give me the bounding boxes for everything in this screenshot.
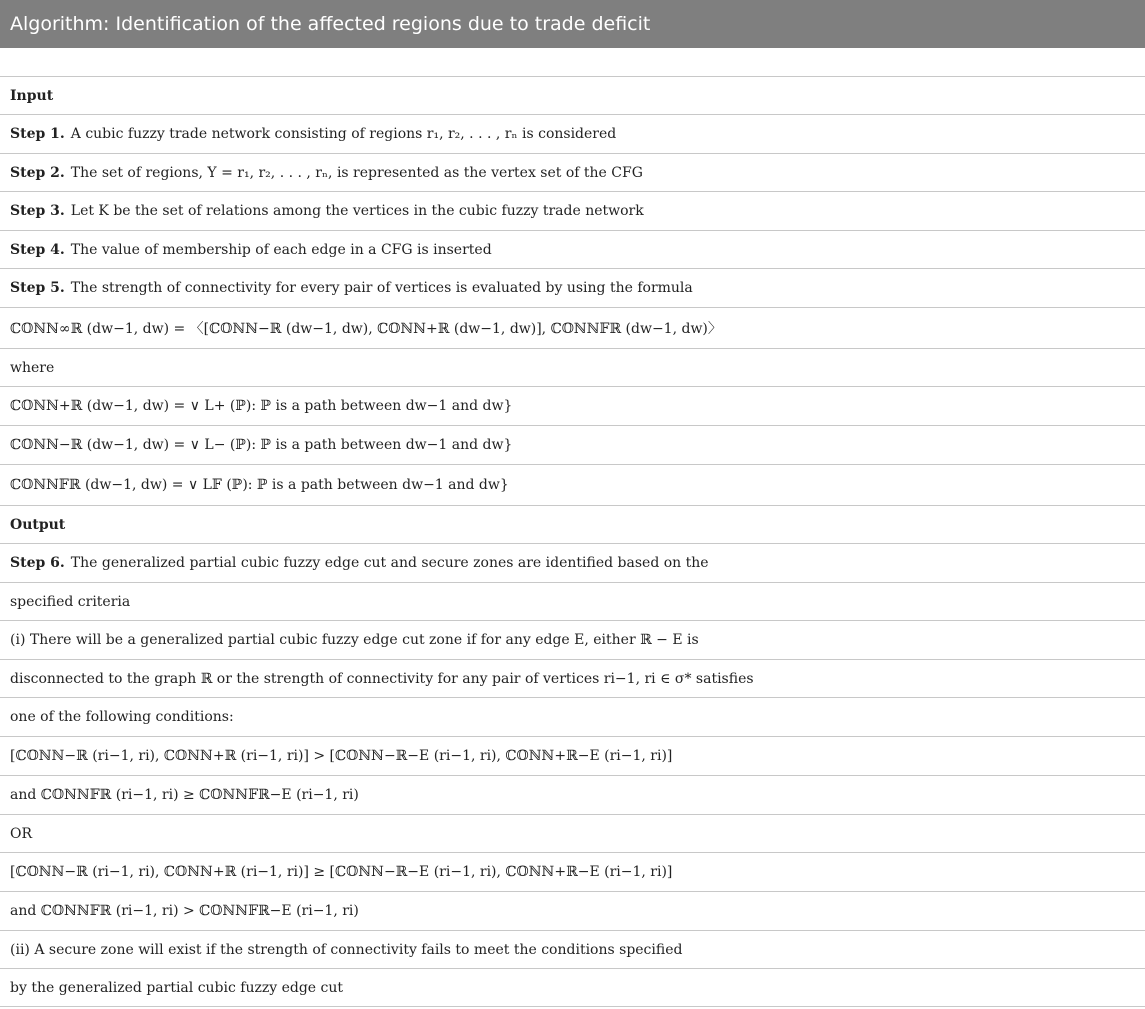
step-label: Step 5. [10,280,65,296]
formula-text: and ℂ𝕆ℕℕ𝔽ℝ (ri−1, ri) ≥ ℂ𝕆ℕℕ𝔽ℝ−E (ri−1, ri) [10,787,359,803]
row-text: disconnected to the graph ℝ or the strength of connectivity for any pair of vertices ri−1, ri ∈ σ* satisfies [10,670,754,687]
formula-row [0,426,1145,465]
text-row [0,931,1145,969]
section-output [0,506,1145,544]
step-4-row [0,231,1145,269]
step-3-row [0,192,1145,231]
step-label: Step 6. [10,555,65,571]
row-text: (ii) A secure zone will exist if the strength of connectivity fails to meet the conditions specified [10,941,683,958]
row-text: Output [10,516,66,533]
row-text: where [10,359,55,376]
step-6-row [0,544,1145,583]
formula-text: [ℂ𝕆ℕℕ−ℝ (ri−1, ri), ℂ𝕆ℕℕ+ℝ (ri−1, ri)] > [ℂ𝕆ℕℕ−ℝ−E (ri−1, ri), ℂ𝕆ℕℕ+ℝ−E (ri−1, ri)] [10,748,673,764]
text-row [0,660,1145,698]
formula-text: ℂ𝕆ℕℕ𝔽ℝ (dw−1, dw) = ∨ L𝔽 (ℙ): ℙ is a path between dw−1 and dw} [10,477,509,493]
row-text: The value of membership of each edge in a CFG is inserted [70,241,492,258]
spacer-row [0,48,1145,77]
row-text: (i) There will be a generalized partial cubic fuzzy edge cut zone if for any edge E, either ℝ − E is [10,632,699,648]
row-text: Input [10,87,54,104]
formula-text: ℂ𝕆ℕℕ+ℝ (dw−1, dw) = ∨ L+ (ℙ): ℙ is a path between dw−1 and dw} [10,398,513,414]
row-text: The strength of connectivity for every pair of vertices is evaluated by using the formula [70,280,693,296]
row-text: The generalized partial cubic fuzzy edge cut and secure zones are identified based on the [70,555,709,571]
text-row [0,583,1145,621]
text-row [0,698,1145,737]
formula-row [0,892,1145,931]
step-label: Step 1. [10,126,65,142]
step-label: Step 2. [10,164,65,181]
or-row [0,815,1145,853]
formula-row [0,737,1145,776]
row-text: one of the following conditions: [10,709,234,725]
step-label: Step 3. [10,203,65,219]
row-text: Let K be the set of relations among the vertices in the cubic fuzzy trade network [70,203,644,219]
step-2-row [0,154,1145,192]
formula-row [0,776,1145,815]
row-text: specified criteria [10,593,131,610]
row-text: A cubic fuzzy trade network consisting of regions r₁, r₂, . . . , rₙ is considered [70,126,617,142]
formula-row [0,308,1145,349]
row-text: The set of regions, Y = r₁, r₂, . . . , rₙ, is represented as the vertex set of the CFG [70,164,643,181]
formula-row [0,853,1145,892]
step-1-row [0,115,1145,154]
formula-text: ℂ𝕆ℕℕ−ℝ (dw−1, dw) = ∨ L− (ℙ): ℙ is a path between dw−1 and dw} [10,437,513,453]
formula-text: [ℂ𝕆ℕℕ−ℝ (ri−1, ri), ℂ𝕆ℕℕ+ℝ (ri−1, ri)] ≥ [ℂ𝕆ℕℕ−ℝ−E (ri−1, ri), ℂ𝕆ℕℕ+ℝ−E (ri−1, ri)] [10,864,673,880]
formula-row [0,465,1145,506]
formula-text: ℂ𝕆ℕℕ∞ℝ (dw−1, dw) = 〈[ℂ𝕆ℕℕ−ℝ (dw−1, dw), ℂ𝕆ℕℕ+ℝ (dw−1, dw)], ℂ𝕆ℕℕ𝔽ℝ (dw−1, dw)〉 [10,321,722,337]
row-text: by the generalized partial cubic fuzzy edge cut [10,979,344,996]
text-row [0,621,1145,660]
formula-row [0,387,1145,426]
table-title: Algorithm: Identification of the affected regions due to trade deficit [0,0,1145,48]
step-5-row [0,269,1145,308]
step-label: Step 4. [10,241,65,258]
formula-text: and ℂ𝕆ℕℕ𝔽ℝ (ri−1, ri) > ℂ𝕆ℕℕ𝔽ℝ−E (ri−1, ri) [10,903,359,919]
where-row [0,349,1145,387]
row-text: OR [10,825,33,842]
section-input [0,77,1145,115]
text-row [0,969,1145,1007]
